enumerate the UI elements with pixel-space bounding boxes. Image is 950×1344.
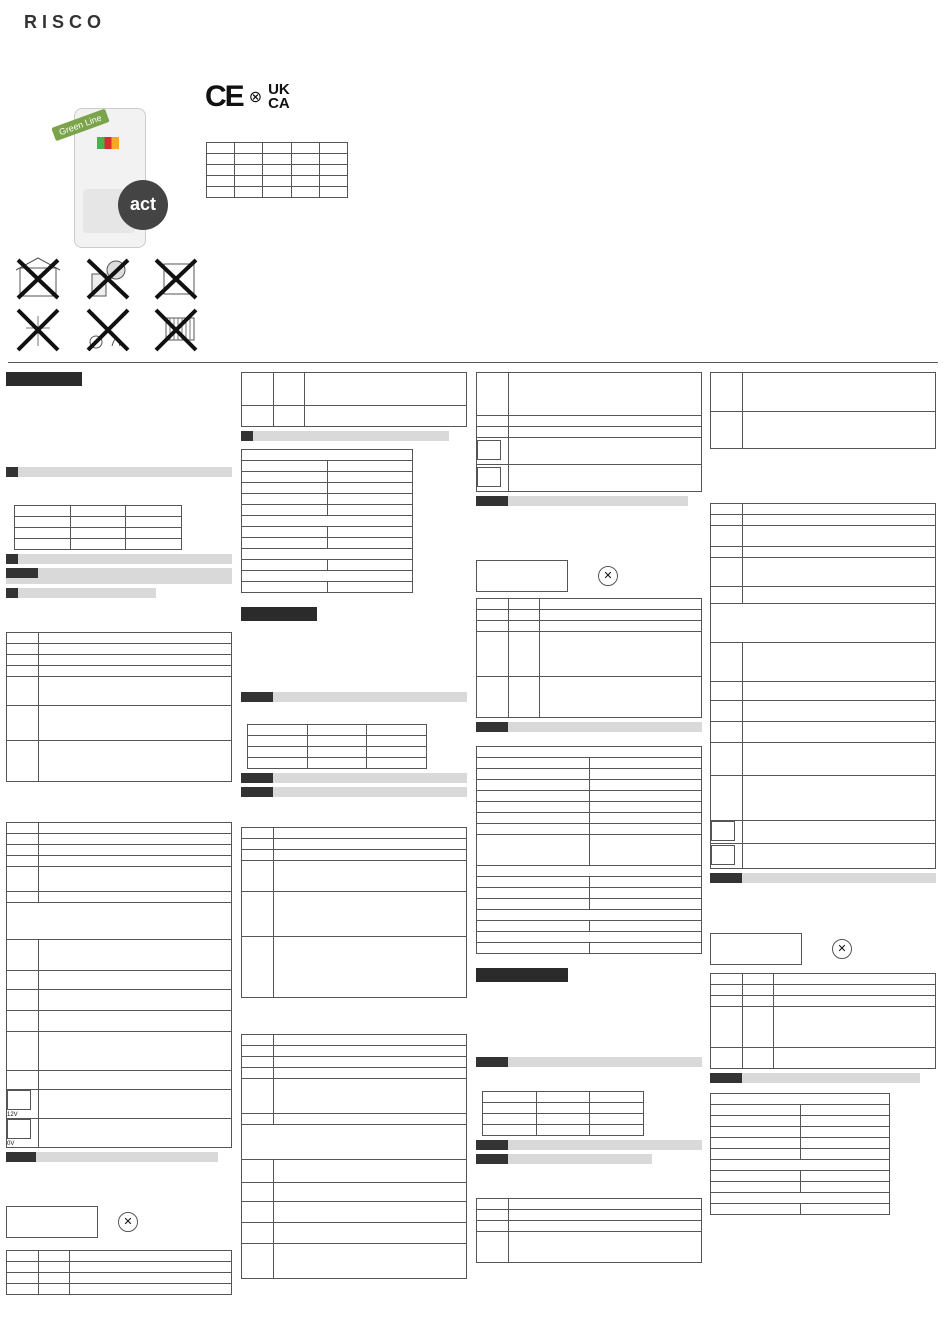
note-tag [6,1152,36,1162]
cont-table-4 [710,372,936,449]
spacer [6,391,232,463]
spec-table-4 [476,746,702,954]
section-divider [8,362,938,363]
note-bar [476,1057,702,1067]
voltage-0v: 0V [7,1141,15,1147]
dip-table [6,822,232,1148]
green-line-badge: Green Line [51,109,109,141]
no-window-icon [150,256,202,300]
spec-table-3 [247,724,427,769]
column-2 [241,372,467,1279]
mode-table-3 [476,598,702,718]
spec-table-5 [482,1091,644,1136]
dip-table-4 [710,503,936,869]
close-icon: ✕ [598,566,618,586]
mode-table [6,1250,232,1295]
note-bar [6,1152,218,1162]
act-badge: act [118,180,168,230]
settings-table [6,632,232,782]
dip-switch-0v-icon [477,467,501,487]
note-bar [241,431,449,441]
ce-mark: CE [205,80,243,113]
compatibility-table [206,142,348,198]
note-tag [476,722,508,732]
note-bar [6,588,156,598]
dip-switch-0v-icon [7,1119,31,1139]
spec-table-2 [241,449,413,593]
mode-table-4 [710,973,936,1069]
note-tag [241,431,253,441]
note-tag [476,1154,508,1164]
no-sunlight-icon [82,256,134,300]
dip-switch-0v-icon [711,845,735,865]
dip-switch-12v-icon [7,1090,31,1110]
spec-table [14,505,182,550]
no-outdoor-icon [12,256,64,300]
weee-icon: ⊗ [248,89,263,106]
no-fan-icon [12,306,64,352]
close-icon: ✕ [118,1212,138,1232]
section-header [241,607,317,621]
note-bar [6,467,232,477]
blank-box [6,1206,98,1238]
note-bar [476,496,688,506]
column-1 [6,372,232,1295]
ukca-line1: UK [268,81,290,98]
voltage-12v: 12V [7,1112,18,1118]
note-tag [6,588,18,598]
note-bar [6,568,232,584]
column-3 [476,372,702,1263]
section-header [476,968,568,982]
note-tag [241,773,273,783]
brand-logo: RISCO [24,12,107,32]
no-radiator-icon [150,306,202,352]
note-tag [476,496,508,506]
note-bar [241,692,467,702]
spec-table-6 [710,1093,890,1215]
note-bar [476,1154,652,1164]
dip-switch-12v-icon [477,440,501,460]
note-bar [476,722,702,732]
note-bar [241,773,467,783]
product-led-strip [97,137,119,149]
column-4 [710,372,936,1215]
note-tag [241,787,273,797]
cont-table-3 [476,372,702,492]
note-tag [6,568,38,578]
dip-switch-12v-icon [711,821,735,841]
settings-table-2 [241,827,467,998]
note-bar [6,554,232,564]
note-bar [476,1140,702,1150]
close-icon: ✕ [832,939,852,959]
note-tag [710,873,742,883]
note-tag [710,1073,742,1083]
note-tag [6,554,18,564]
ukca-line2: CA [268,95,290,112]
note-tag [476,1140,508,1150]
note-tag [476,1057,508,1067]
section-header [6,372,82,386]
note-tag [241,692,273,702]
ukca-mark [268,83,290,111]
no-heat-source-icon [82,306,134,352]
blank-box [710,933,802,965]
note-bar [710,1073,920,1083]
certification-marks [205,80,290,114]
cont-table [241,372,467,427]
compatibility-grid [206,142,348,198]
blank-box [476,560,568,592]
note-bar [241,787,467,797]
settings-table-3 [476,1198,702,1263]
note-tag [6,467,18,477]
note-bar [710,873,936,883]
dip-table-2 [241,1034,467,1279]
